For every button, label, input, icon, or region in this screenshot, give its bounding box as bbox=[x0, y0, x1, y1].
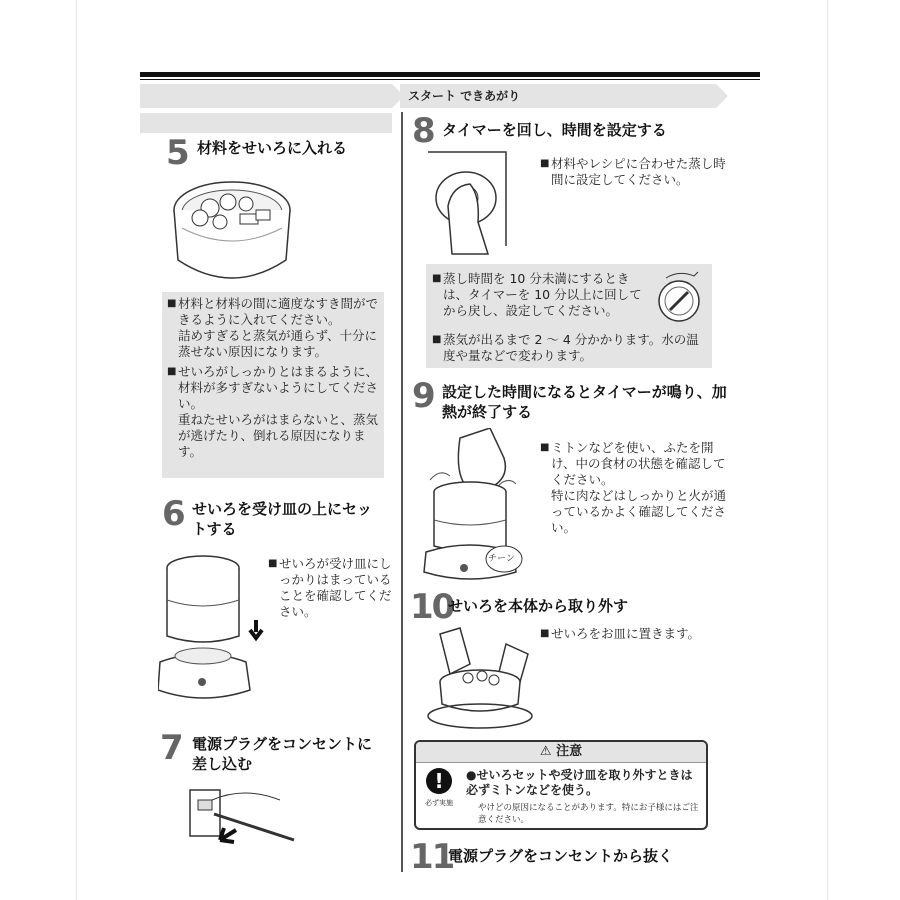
step6-number: 6 bbox=[162, 494, 184, 534]
step5-note-4: 重ねたせいろがはまらないと、蒸気が逃げたり、倒れる原因になります。 bbox=[178, 412, 379, 459]
step9-title: 設定した時間になるとタイマーが鳴り、加熱が終了する bbox=[442, 383, 727, 421]
steamer-basket-illustration bbox=[168, 168, 296, 286]
timer-hand-illustration bbox=[418, 146, 528, 258]
step10-number: 10 bbox=[410, 587, 454, 627]
step5-number: 5 bbox=[166, 133, 188, 173]
step11-number: 11 bbox=[410, 837, 454, 877]
step11-title: 電源プラグをコンセントから抜く bbox=[448, 847, 674, 865]
steamer-set-illustration bbox=[158, 550, 268, 710]
step5-title: 材料をせいろに入れる bbox=[197, 139, 348, 157]
column-divider bbox=[401, 112, 403, 872]
step5-note-1: 材料と材料の間に適度なすき間ができるように入れてください。 bbox=[178, 296, 379, 327]
top-rule-thin bbox=[140, 79, 760, 80]
step9-number: 9 bbox=[412, 376, 434, 416]
step6-note: せいろが受け皿にしっかりはまっていることを確認してください。 bbox=[279, 556, 392, 619]
caution-main-text: ●せいろセットや受け皿を取り外すときは必ずミトンなどを使う。 bbox=[466, 768, 693, 797]
step9-notes: ■ ミトンなどを使い、ふたを開け、中の食材の状態を確認してください。 特に肉などはしっかりと火が通っているかよく確認してください。 bbox=[540, 440, 732, 540]
left-sub-bar bbox=[140, 113, 392, 133]
banner-left bbox=[140, 84, 392, 108]
step6-notes: ■ せいろが受け皿にしっかりはまっていることを確認してください。 bbox=[268, 556, 392, 619]
step8-note: 材料やレシピに合わせた蒸し時間に設定してください。 bbox=[551, 156, 726, 187]
step7-number: 7 bbox=[160, 728, 182, 768]
step8-box-notes: ■ 蒸し時間を 10 分未満にするときは、タイマーを 10 分以上に回してから戻し、設定してください。 bbox=[432, 271, 644, 319]
step5-note-2: 詰めすぎると蒸気が通らず、十分に蒸せない原因になります。 bbox=[178, 328, 378, 359]
caution-heading bbox=[416, 742, 706, 763]
step9-note-1: ミトンなどを使い、ふたを開け、中の食材の状態を確認してください。 bbox=[551, 440, 726, 487]
top-rule-thick bbox=[140, 72, 760, 77]
step9-note-2: 特に肉などはしっかりと火が通っているかよく確認してください。 bbox=[551, 488, 727, 535]
caution-sub-text: やけどの原因になることがあります。特にお子様にはご注意ください。 bbox=[478, 803, 699, 825]
chime-label: チーン bbox=[488, 554, 515, 564]
step5-note-3: せいろがしっかりとはまるように、材料が多すぎないようにしてください。 bbox=[178, 364, 379, 411]
timer-dial-icon bbox=[648, 268, 710, 330]
warning-triangle-icon: ⚠ bbox=[539, 744, 552, 759]
step10-title: せいろを本体から取り外す bbox=[448, 597, 629, 615]
step8-number: 8 bbox=[412, 111, 434, 151]
plug-outlet-illustration bbox=[184, 780, 304, 850]
caution-heading-text: 注意 bbox=[556, 744, 583, 759]
step8-title: タイマーを回し、時間を設定する bbox=[442, 121, 667, 139]
step8-notes: ■ 材料やレシピに合わせた蒸し時間に設定してください。 bbox=[540, 156, 732, 188]
mandatory-action-icon: ! bbox=[426, 768, 452, 794]
step6-title: せいろを受け皿の上にセットする bbox=[192, 500, 373, 538]
caution-box bbox=[414, 740, 708, 830]
step10-notes: ■ せいろをお皿に置きます。 bbox=[540, 626, 701, 641]
caution-icon-label: 必ず実施 bbox=[425, 799, 453, 807]
remove-basket-illustration bbox=[420, 624, 540, 734]
step8-box-note-2: 蒸気が出るまで 2 〜 4 分かかります。水の温度や量などで変わります。 bbox=[443, 332, 699, 363]
step10-note: せいろをお皿に置きます。 bbox=[551, 626, 701, 641]
banner-right-arrow bbox=[716, 84, 728, 108]
step5-notes: ■ 材料と材料の間に適度なすき間ができるように入れてください。 詰めすぎると蒸気が通らず、十分に蒸せない原因になります。 ■ せいろがしっかりとはまるように、材料が多すぎないようにしてください。 重ねたせいろがはまらないと、蒸気が逃げたり、倒れる原因になります。 bbox=[167, 296, 381, 464]
banner-start-done: スタート できあがり bbox=[400, 84, 716, 108]
step8-box-notes-2: ■ 蒸気が出るまで 2 〜 4 分かかります。水の温度や量などで変わります。 bbox=[432, 332, 704, 364]
step8-box-note-1: 蒸し時間を 10 分未満にするときは、タイマーを 10 分以上に回してから戻し、設定してください。 bbox=[443, 271, 642, 318]
step7-title: 電源プラグをコンセントに差し込む bbox=[192, 735, 373, 773]
